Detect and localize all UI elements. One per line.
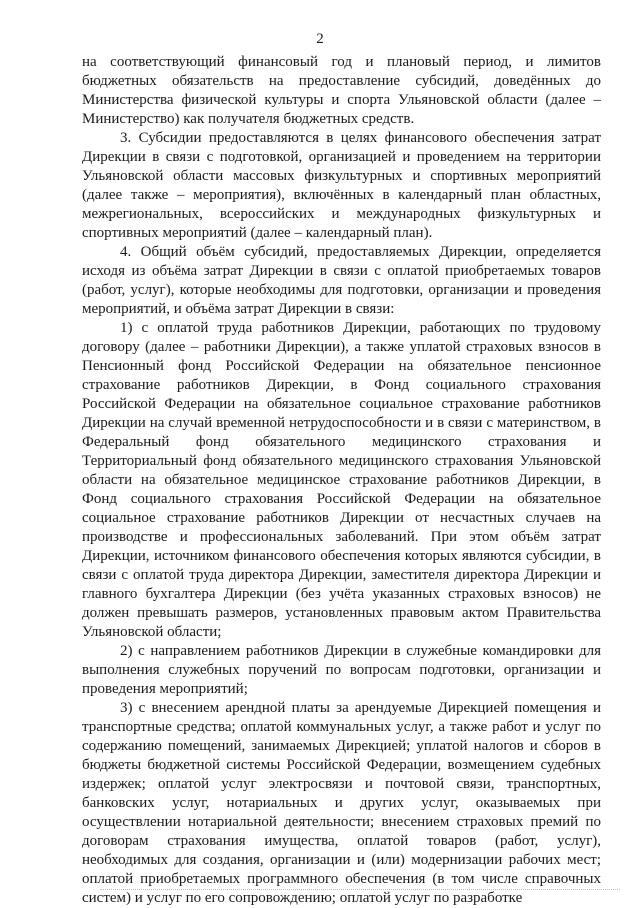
- paragraph-item-4: 4. Общий объём субсидий, предоставляемых Дирекции, определяется исходя из объёма затрат Дирекции в связи с оплатой приобретаемых товаров (работ, услуг), которые необходимы для подготовки, организации и проведения мероприятий, и объёма затрат Дирекции в связи:: [82, 244, 601, 317]
- subparagraph-2: 2) с направлением работников Дирекции в служебные командировки для выполнения служебных поручений по вопросам подготовки, организации и проведения мероприятий;: [82, 643, 601, 697]
- subparagraph-3: 3) с внесением арендной платы за арендуемые Дирекцией помещения и транспортные средства; оплатой коммунальных услуг, а также работ и услуг по содержанию помещений, занимаемых Дирекцией; уплатой налогов и сборов в бюджеты бюджетной системы Российской Федерации, возмещением судебных издержек; оплатой услуг электросвязи и почтовой связи, транспортных, банковских услуг, нотариальных и других услуг, оказываемых при осуществлении нотариальной деятельности; внесением страховых премий по договорам страхования имущества, оплатой товаров (работ, услуг), необходимых для создания, организации и (или) модернизации рабочих мест; оплатой приобретаемых программного обеспечения (в том числе справочных систем) и услуг по его сопровождению; оплатой услуг по разработке: [82, 700, 601, 906]
- page-number: 2: [316, 31, 324, 47]
- paragraph-item-3: 3. Субсидии предоставляются в целях финансового обеспечения затрат Дирекции в связи с подготовкой, организацией и проведением на территории Ульяновской области массовых физкультурных и спортивных мероприятий (далее также – мероприятия), включённых в календарный план областных, межрегиональных, всероссийских и международных физкультурных и спортивных мероприятий (далее – календарный план).: [82, 130, 601, 241]
- document-body: [82, 53, 601, 908]
- subparagraph-1: 1) с оплатой труда работников Дирекции, работающих по трудовому договору (далее – работники Дирекции), а также уплатой страховых взносов в Пенсионный фонд Российской Федерации на обязательное пенсионное страхование работников Дирекции, в Фонд социального страхования Российской Федерации на обязательное социальное страхование работников Дирекции на случай временной нетрудоспособности и в связи с материнством, в Федеральный фонд обязательного медицинского страхования и Территориальный фонд обязательного медицинского страхования Ульяновской области на обязательное медицинское страхование работников Дирекции, в Фонд социального страхования Российской Федерации на обязательное социальное страхование работников Дирекции от несчастных случаев на производстве и профессиональных заболеваний. При этом объём затрат Дирекции, источником финансового обеспечения которых являются субсидии, в связи с оплатой труда директора Дирекции, заместителя директора Дирекции и главного бухгалтера Дирекции (без учёта указанных страховых взносов) не должен превышать размеров, установленных правовым актом Правительства Ульяновской области;: [82, 320, 601, 640]
- scan-edge-artifact: [100, 889, 620, 891]
- paragraph-continuation: на соответствующий финансовый год и плановый период, и лимитов бюджетных обязательств на предоставление субсидий, доведённых до Министерства физической культуры и спорта Ульяновской области (далее – Министерство) как получателя бюджетных средств.: [82, 54, 601, 127]
